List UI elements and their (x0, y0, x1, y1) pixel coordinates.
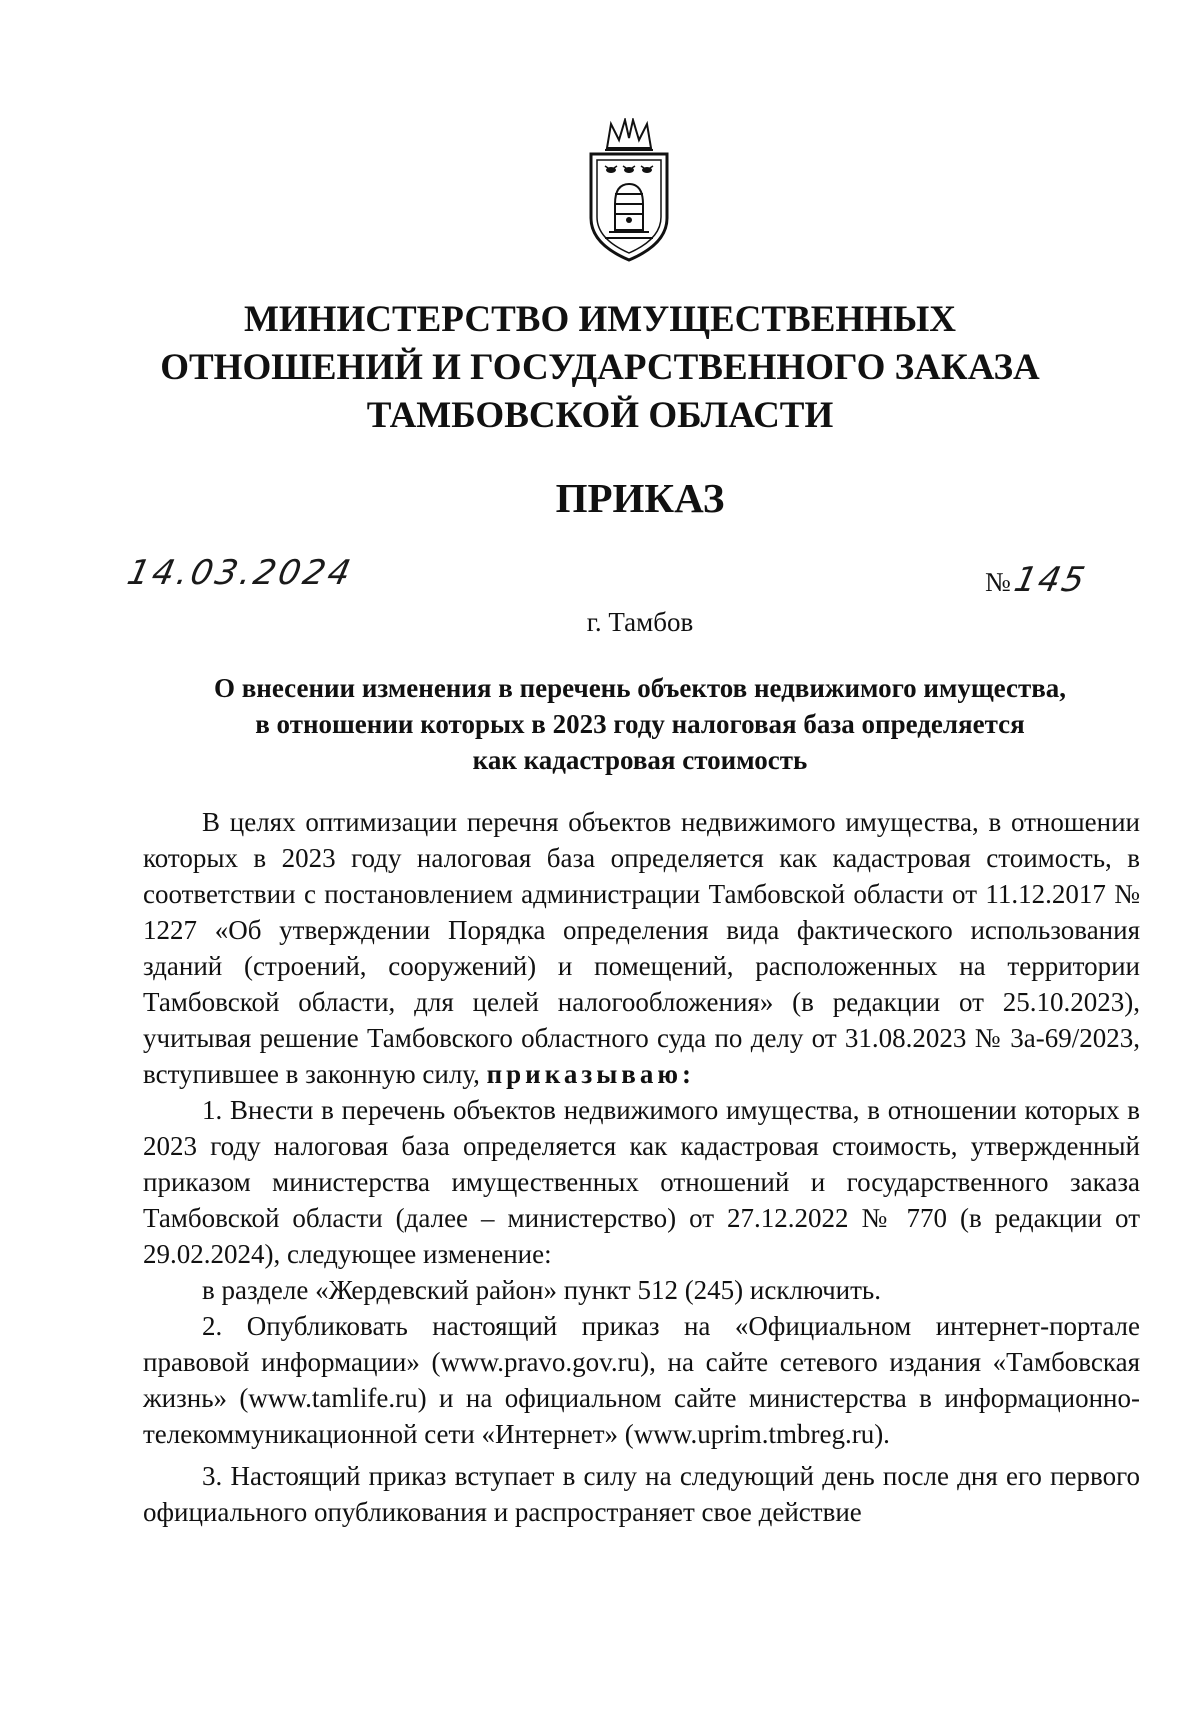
preamble-text: В целях оптимизации перечня объектов недвижимого имущества, в отношении которых в 2023 году налоговая база определяется как кадастровая стоимость, в соответствии с постановлением администрации Тамбовской области от 11.12.2017 № 1227 «Об утверждении Порядка определения вида фактического использования зданий (строений, сооружений) и помещений, расположенных на территории Тамбовской области, для целей налогообложения» (в редакции от 25.10.2023), учитывая решение Тамбовского областного суда по делу от 31.08.2023 № 3а-69/2023, вступившее в законную силу, (143, 807, 1140, 1089)
handwritten-date: 14.03.2024 (123, 553, 357, 593)
city: г. Тамбов (586, 607, 694, 637)
order-word: приказываю: (486, 1059, 696, 1089)
document-subject (140, 670, 1140, 778)
ministry-name-line-1: МИНИСТЕРСТВО ИМУЩЕСТВЕННЫХ (243, 299, 957, 340)
item-1-sub-paragraph: в разделе «Жердевский район» пункт 512 (245) исключить. (202, 1275, 881, 1305)
document-body (143, 804, 1140, 1530)
item-3-paragraph: 3. Настоящий приказ вступает в силу на следующий день после дня его первого официального опубликования и распространяет свое действие (143, 1461, 1140, 1527)
ministry-name-line-2: ОТНОШЕНИЙ И ГОСУДАРСТВЕННОГО ЗАКАЗА (160, 347, 1040, 388)
item-2-paragraph: 2. Опубликовать настоящий приказ на «Официальном интернет-портале правовой информации» (www.pravo.gov.ru), на сайте сетевого издания «Тамбовская жизнь» (www.tamlife.ru) и на официальном сайте министерства в информационно-телекоммуникационной сети «Интернет» (www.uprim.tmbreg.ru). (143, 1311, 1140, 1449)
handwritten-number: 145 (1010, 560, 1090, 600)
ministry-name (150, 296, 1050, 440)
document-number (985, 560, 1090, 600)
tambov-region-coat-of-arms-icon (569, 118, 689, 268)
ministry-name-line-3: ТАМБОВСКОЙ ОБЛАСТИ (366, 395, 834, 436)
document-type: ПРИКАЗ (555, 475, 725, 521)
number-sign: № (985, 567, 1011, 597)
subject-line-3: как кадастровая стоимость (472, 745, 808, 775)
item-1-paragraph: 1. Внести в перечень объектов недвижимого имущества, в отношении которых в 2023 году налоговая база определяется как кадастровая стоимость, утвержденный приказом министерства имущественных отношений и государственного заказа Тамбовской области (далее – министерство) от 27.12.2022 № 770 (в редакции от 29.02.2024), следующее изменение: (143, 1095, 1140, 1269)
subject-line-2: в отношении которых в 2023 году налоговая база определяется (255, 709, 1025, 739)
preamble-paragraph (143, 804, 1140, 1092)
subject-line-1: О внесении изменения в перечень объектов недвижимого имущества, (213, 673, 1067, 703)
